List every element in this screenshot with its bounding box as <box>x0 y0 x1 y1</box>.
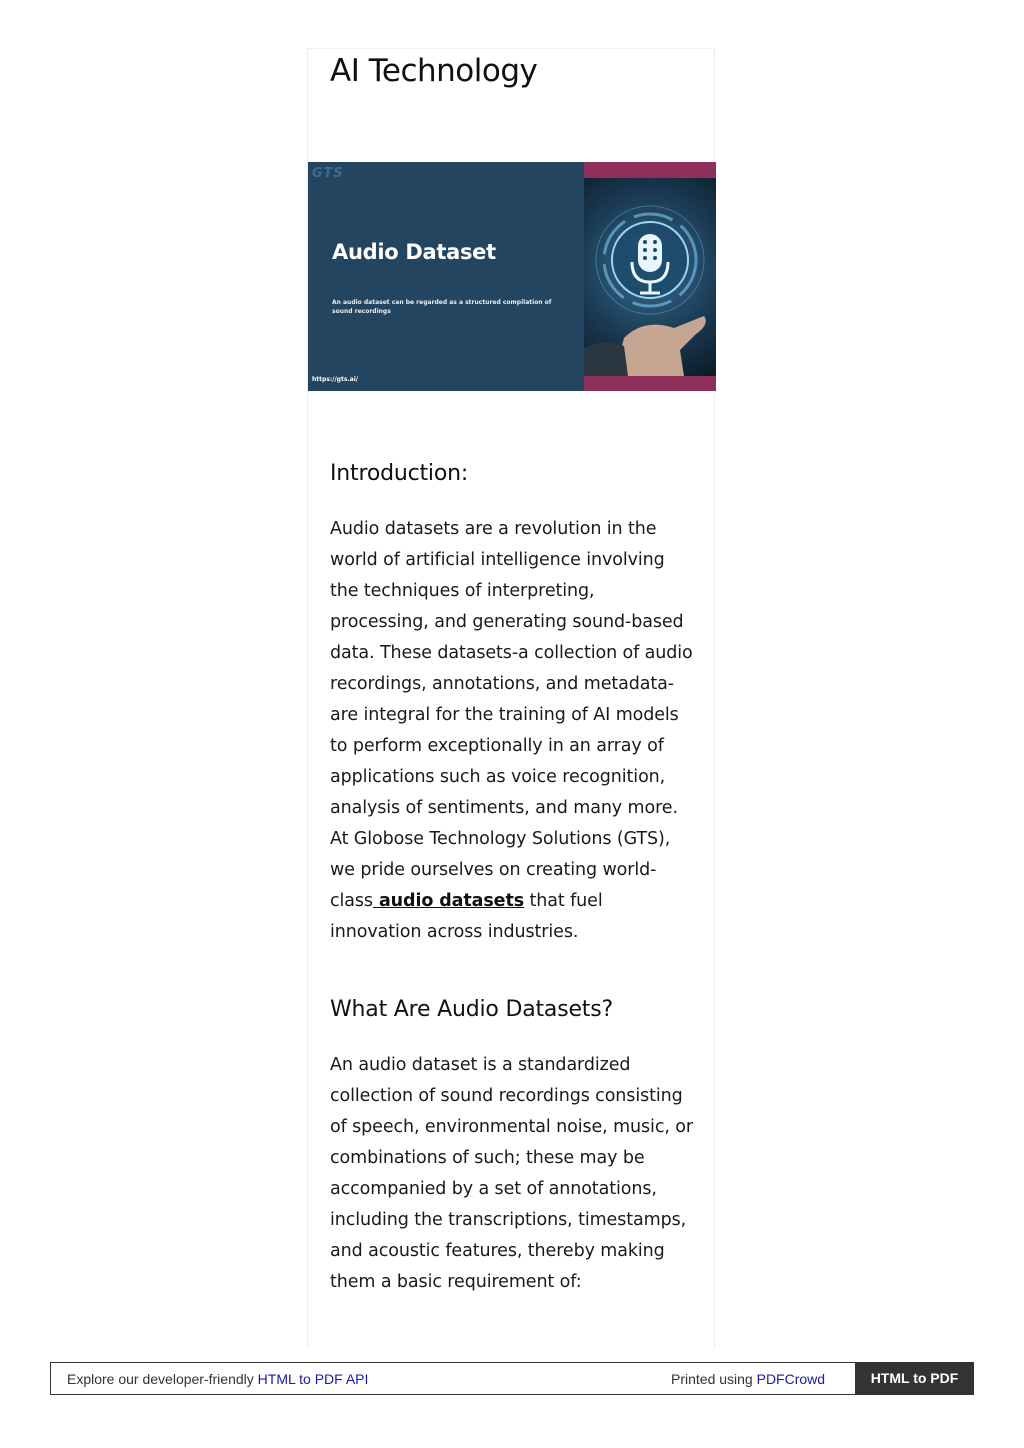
introduction-text-end: that fuel innovation across industries. <box>330 891 603 942</box>
introduction-heading: Introduction: <box>330 461 469 486</box>
page-title: AI Technology <box>330 53 538 89</box>
article-column <box>307 48 715 1348</box>
introduction-text: Audio datasets are a revolution in the world of artificial intelligence involving the techniques of interpreting, processing, and generating sound-based data. These datasets-a collection of audio recordings, annotations, and metadata-are integral for the training of AI models to perform exceptionally in an array of applications such as voice recognition, analysis of sentiments, and many more. At Globose Technology Solutions (GTS), we pride ourselves on creating world-class <box>330 519 693 911</box>
banner-photo <box>584 162 716 391</box>
banner-photo-scene <box>584 178 716 376</box>
banner-url: https://gts.ai/ <box>312 376 358 383</box>
html-to-pdf-api-link[interactable]: HTML to PDF API <box>257 1371 369 1387</box>
banner-heading: Audio Dataset <box>332 240 496 264</box>
introduction-paragraph <box>330 514 696 948</box>
footer-explore <box>67 1371 368 1387</box>
banner-logo: GTS <box>312 166 344 181</box>
footer-printed <box>671 1371 825 1387</box>
what-are-audio-datasets-heading: What Are Audio Datasets? <box>330 997 613 1022</box>
audio-datasets-link[interactable]: audio datasets <box>372 891 525 911</box>
banner-image <box>308 162 716 391</box>
what-are-audio-datasets-paragraph: An audio dataset is a standardized collection of sound recordings consisting of speech, environmental noise, music, or combinations of such; these may be accompanied by a set of annotations, including the transcriptions, timestamps, and acoustic features, thereby making them a basic requirement of: <box>330 1055 693 1292</box>
microphone-icon <box>584 178 716 376</box>
footer-explore-text: Explore our developer-friendly <box>67 1371 258 1387</box>
banner-description: An audio dataset can be regarded as a structured compilation of sound recordings <box>332 299 552 315</box>
footer-printed-text: Printed using <box>671 1371 757 1387</box>
pdfcrowd-footer <box>50 1362 974 1395</box>
pdfcrowd-link[interactable]: PDFCrowd <box>756 1371 826 1387</box>
html-to-pdf-button[interactable]: HTML to PDF <box>855 1362 974 1395</box>
